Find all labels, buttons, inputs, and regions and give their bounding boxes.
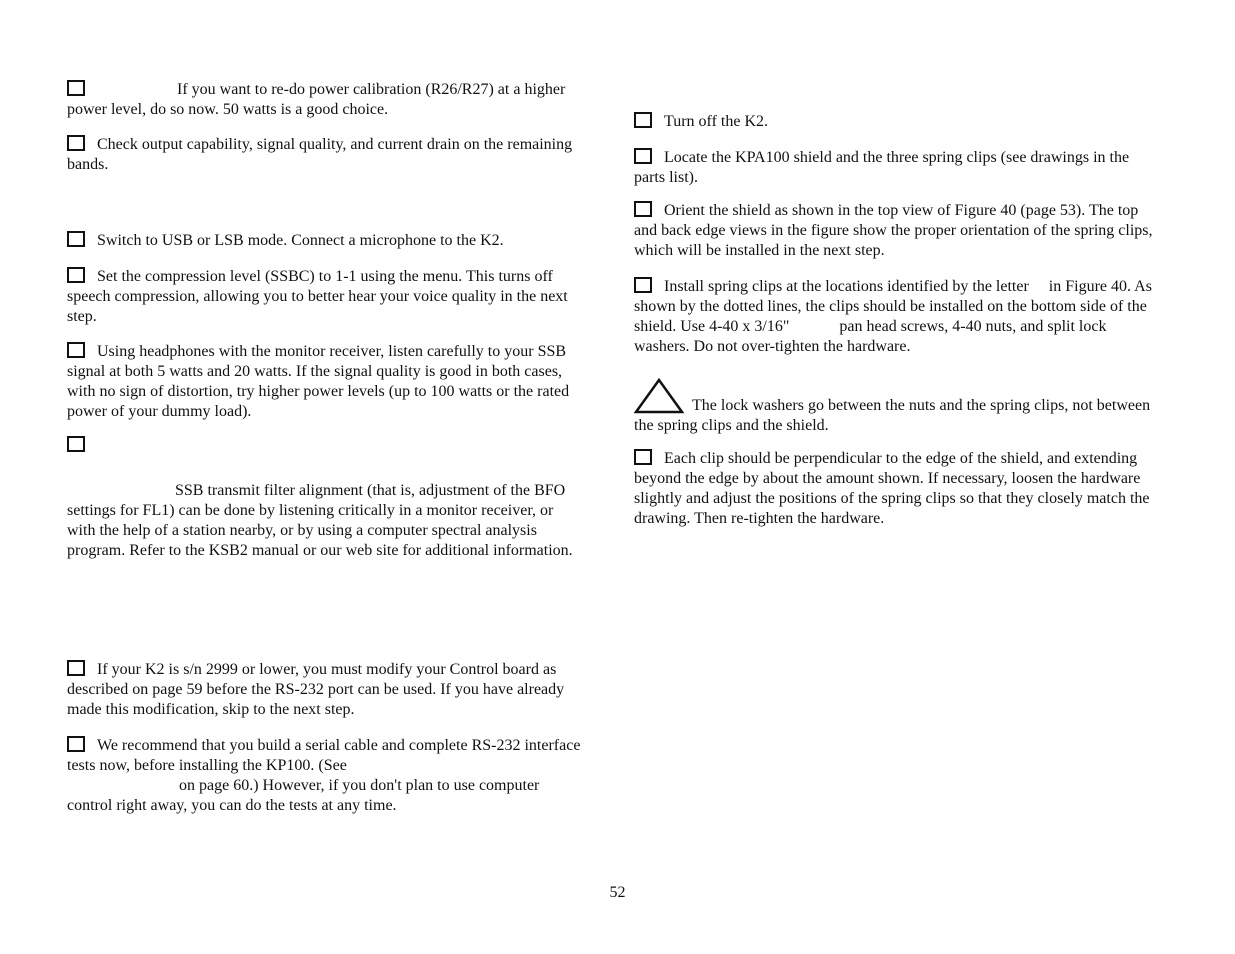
step-text: Install spring clips at the locations identified by the letter [664,278,1029,295]
step-clip-alignment [634,449,1154,529]
step-turn-off [634,112,1154,132]
checkbox-icon[interactable] [67,80,85,96]
step-rs232-tests [67,736,583,816]
step-ssb-filter [67,481,583,561]
step-text: Locate the KPA100 shield and the three spring clips (see drawings in the parts list). [634,149,1130,186]
step-text: pan head screws, 4-40 nuts, and split lock washers. Do not over-tighten the hardware. [634,318,1107,355]
step-text: on page 60.) However, if you don't plan to use computer control right away, you can do the tests at any time. [67,777,540,814]
step-install-clips [634,277,1154,357]
checkbox-icon[interactable] [67,342,85,358]
step-serial-number [67,660,583,720]
checkbox-icon[interactable] [634,277,652,293]
checkbox-icon[interactable] [67,660,85,676]
step-text: If you want to re-do power calibration (R26/R27) at a higher power level, do so now. 50 watts is a good choice. [67,81,566,118]
step-text: Set the compression level (SSBC) to 1-1 using the menu. This turns off speech compression, allowing you to better hear your voice quality in the next step. [67,268,568,325]
note-text: The lock washers go between the nuts and the spring clips, not between the spring clips and the shield. [634,397,1151,434]
step-text: Check output capability, signal quality, and current drain on the remaining bands. [67,136,573,173]
step-text: Turn off the K2. [664,113,769,130]
note-lock-washers [634,378,1154,436]
step-locate-shield [634,148,1154,188]
step-compression [67,267,583,327]
page-number: 52 [609,884,626,901]
checkbox-icon[interactable] [634,201,652,217]
step-headphones [67,342,583,422]
step-text: in Figure 40. As shown by the dotted lines, the clips should be installed on the bottom side of the shield. Use 4-40 x 3/16" [634,278,1152,335]
step-text: Switch to USB or LSB mode. Connect a microphone to the K2. [97,232,504,249]
step-switch-mode [67,231,583,251]
step-text: Each clip should be perpendicular to the edge of the shield, and extending beyond the edge by about the amount shown. If necessary, loosen the hardware slightly and adjust the positions of the spring clips so that they closely match the drawing. Then re-tighten the hardware. [634,450,1150,527]
checkbox-icon[interactable] [67,267,85,283]
step-text: SSB transmit filter alignment (that is, adjustment of the BFO settings for FL1) can be done by listening critically in a monitor receiver, or with the help of a station nearby, or by using a computer spectral analysis program. Refer to the KSB2 manual or our web site for additional information. [67,482,573,559]
step-ssb-filter-checkbox [67,436,583,460]
checkbox-icon[interactable] [67,436,85,452]
checkbox-icon[interactable] [67,231,85,247]
step-text: Using headphones with the monitor receiver, listen carefully to your SSB signal at both 5 watts and 20 watts. If the signal quality is good in both cases, with no sign of distortion, try higher power levels (up to 100 watts or the rated power of your dummy load). [67,343,570,420]
checkbox-icon[interactable] [634,112,652,128]
step-power-calibration [67,80,583,120]
checkbox-icon[interactable] [67,135,85,151]
step-text: We recommend that you build a serial cable and complete RS-232 interface tests now, before installing the KP100. (See [67,737,581,774]
step-text: Orient the shield as shown in the top view of Figure 40 (page 53). The top and back edge views in the figure show the proper orientation of the spring clips, which will be installed in the next step. [634,202,1153,259]
step-check-output [67,135,583,175]
step-text: If your K2 is s/n 2999 or lower, you must modify your Control board as described on page 59 before the RS-232 port can be used. If you have already made this modification, skip to the next step. [67,661,565,718]
checkbox-icon[interactable] [67,736,85,752]
checkbox-icon[interactable] [634,148,652,164]
warning-triangle-icon [634,378,684,414]
step-orient-shield [634,201,1154,261]
checkbox-icon[interactable] [634,449,652,465]
